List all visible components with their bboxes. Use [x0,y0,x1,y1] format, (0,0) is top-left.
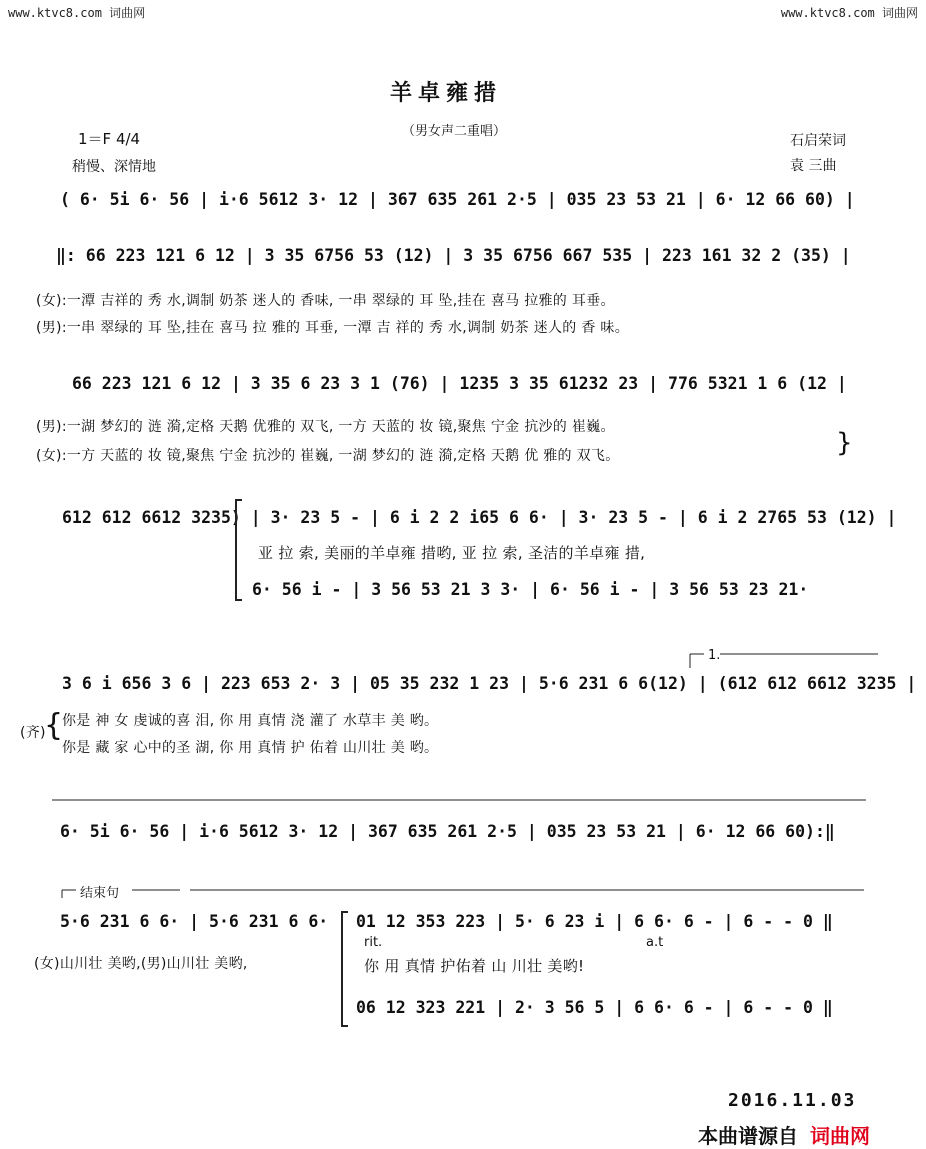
brace-right: } [836,428,853,458]
unison-label: (齐) [20,725,46,741]
ending-notes-lower: 06 12 323 221 | 2· 3 56 5 | 6 6· 6 - | 6 - - 0 ‖ [356,998,833,1017]
brace-left: { [44,708,64,743]
ending-bracket [342,912,348,1026]
watermark-left: www.ktvc8.com 词曲网 [8,6,146,20]
key-signature: 1＝F 4/4 [78,130,141,148]
ending-label: 结束句 [80,886,120,901]
volta-1-label: 1. [708,648,721,663]
system-3-lyric-male: (男):一湖 梦幻的 涟 漪,定格 天鹅 优雅的 双飞, 一方 天蓝的 妆 镜,聚焦 宁金 抗沙的 崔巍。 [36,419,615,435]
system-2-lyric-female: (女):一潭 吉祥的 秀 水,调制 奶茶 迷人的 香味, 一串 翠绿的 耳 坠,挂在 喜马 拉雅的 耳垂。 [36,293,615,309]
system-5-notes: 3 6 i 656 3 6 | 223 653 2· 3 | 05 35 232 1 23 | 5·6 231 6 6(12) | (612 612 6612 3235 | [62,674,917,693]
system-4-notes-lower: 6· 56 i - | 3 56 53 21 3 3· | 6· 56 i - | 3 56 53 23 21· [252,580,809,599]
watermark-right: www.ktvc8.com 词曲网 [780,6,918,20]
system-1-notes: ( 6· 5i 6· 56 | i·6 5612 3· 12 | 367 635 261 2·5 | 035 23 53 21 | 6· 12 66 60) | [60,190,855,209]
source-credit [698,1120,870,1149]
song-title: 羊卓雍措 [390,80,503,106]
song-subtitle: （男女声二重唱） [402,124,507,139]
ritardando-mark: rit. [364,935,383,950]
system-4-bracket [236,500,242,600]
system-4-lyric: 亚 拉 索, 美丽的羊卓雍 措哟, 亚 拉 索, 圣洁的羊卓雍 措, [258,544,646,562]
score-date: 2016.11.03 [728,1090,857,1111]
system-4-notes-upper: 612 612 6612 3235) | 3· 23 5 - | 6 i 2 2 i65 6 6· | 3· 23 5 - | 6 i 2 2765 53 (12) | [62,508,897,527]
system-5-lyric-1: 你是 神 女 虔诚的喜 泪, 你 用 真情 浇 灌了 水草丰 美 哟。 [62,713,439,729]
ending-notes-upper: 01 12 353 223 | 5· 6 23 i | 6 6· 6 - | 6 - - 0 ‖ [356,912,833,931]
source-credit-text: 本曲谱源自 [698,1124,798,1148]
tempo-marking: 稍慢、深情地 [72,159,156,175]
composer-credit: 袁 三曲 [790,158,837,174]
ending-lyric-left: (女)山川壮 美哟,(男)山川壮 美哟, [34,956,248,972]
source-credit-site: 词曲网 [810,1124,870,1148]
lyricist-credit: 石启荣词 [790,133,846,149]
system-3-lyric-female: (女):一方 天蓝的 妆 镜,聚焦 宁金 抗沙的 崔巍, 一湖 梦幻的 涟 漪,定格 天鹅 优 雅的 双飞。 [36,448,620,464]
system-2-notes: ‖: 66 223 121 6 12 | 3 35 6756 53 (12) | 3 35 6756 667 535 | 223 161 32 2 (35) | [56,246,851,265]
system-2-lyric-male: (男):一串 翠绿的 耳 坠,挂在 喜马 拉 雅的 耳垂, 一潭 吉 祥的 秀 水,调制 奶茶 迷人的 香 味。 [36,320,629,336]
system-5-lyric-2: 你是 藏 家 心中的圣 湖, 你 用 真情 护 佑着 山川壮 美 哟。 [62,740,439,756]
a-tempo-mark: a.t [646,935,664,950]
system-3-notes: 66 223 121 6 12 | 3 35 6 23 3 1 (76) | 1235 3 35 61232 23 | 776 5321 1 6 (12 | [72,374,847,393]
ending-notes-left: 5·6 231 6 6· | 5·6 231 6 6· [60,912,329,931]
ending-lyric-right: 你 用 真情 护佑着 山 川壮 美哟! [364,957,585,975]
system-6-notes: 6· 5i 6· 56 | i·6 5612 3· 12 | 367 635 261 2·5 | 035 23 53 21 | 6· 12 66 60):‖ [60,822,835,841]
